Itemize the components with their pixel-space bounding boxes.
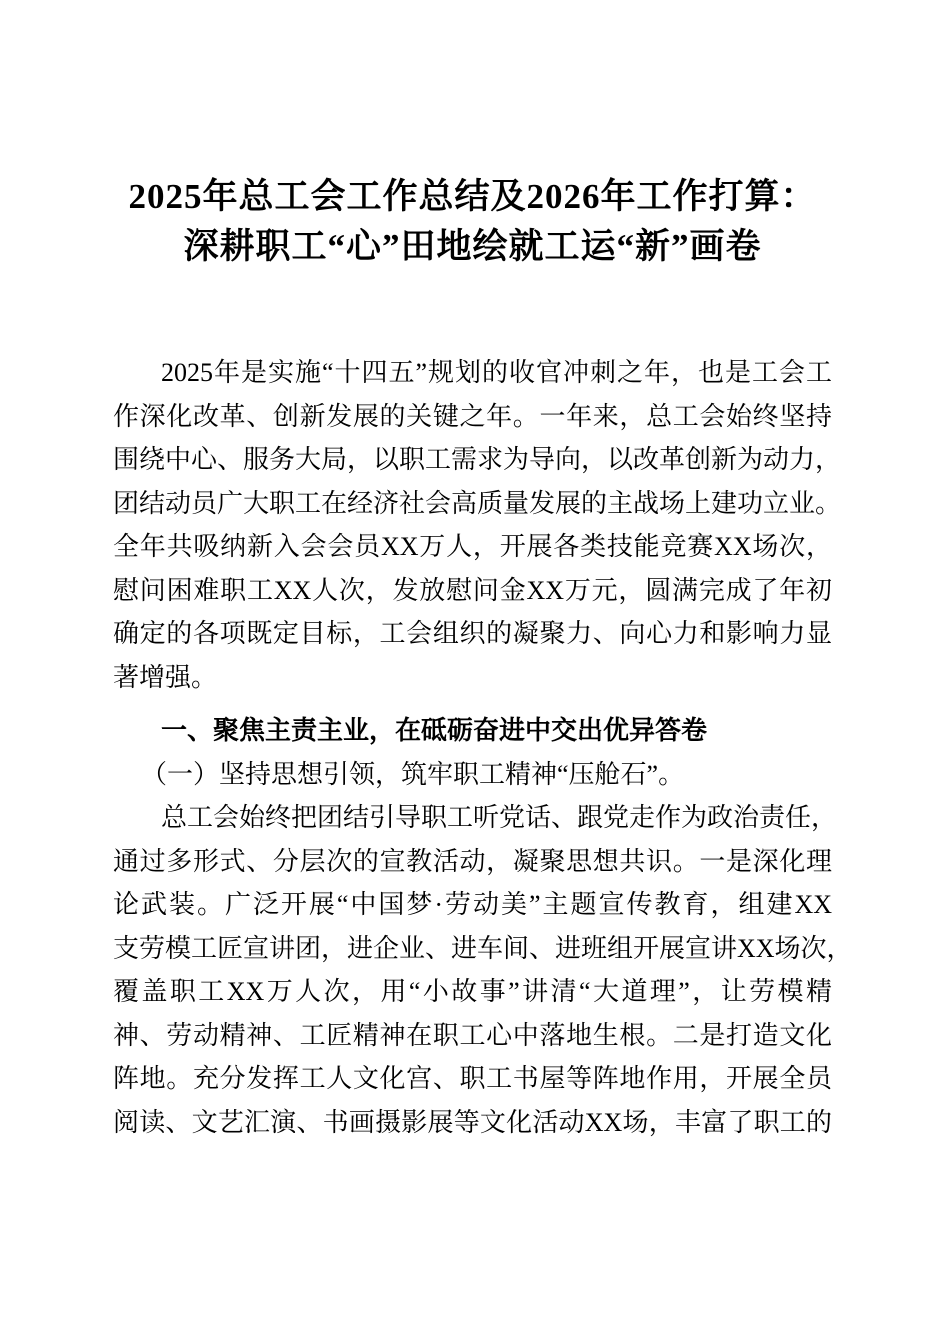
- text-line: 确定的各项既定目标，工会组织的凝聚力、向心力和影响力显: [113, 619, 832, 648]
- text-line: 支劳模工匠宣讲团，进企业、进车间、进班组开展宣讲XX场次，: [113, 933, 853, 963]
- document-title-line-1: 2025年总工会工作总结及2026年工作打算：: [128, 177, 817, 216]
- document-title-line-2: 深耕职工“心”田地绘就工运“新”画卷: [183, 227, 762, 266]
- text-line: 神、劳动精神、工匠精神在职工心中落地生根。二是打造文化: [113, 1020, 832, 1050]
- text-line: 覆盖职工XX万人次，用“小故事”讲清“大道理”，让劳模精: [113, 977, 832, 1006]
- document-title: [113, 172, 832, 272]
- text-line: 2025年是实施“十四五”规划的收官冲刺之年，也是工会工: [161, 358, 832, 387]
- text-line: 总工会始终把团结引导职工听党话、跟党走作为政治责任，: [161, 803, 838, 832]
- text-line: 围绕中心、服务大局，以职工需求为导向，以改革创新为动力，: [113, 445, 842, 474]
- text-line: 著增强。: [113, 662, 218, 692]
- text-line: 论武装。广泛开展“中国梦·劳动美”主题宣传教育，组建XX: [113, 890, 832, 919]
- text-line: 团结动员广大职工在经济社会高质量发展的主战场上建功立业。: [113, 488, 842, 518]
- intro-paragraph: [113, 351, 842, 699]
- text-line: 作深化改革、创新发展的关键之年。一年来，总工会始终坚持: [113, 401, 832, 431]
- text-line: 阵地。充分发挥工人文化宫、职工书屋等阵地作用，开展全员: [113, 1064, 832, 1093]
- text-line: 慰问困难职工XX人次，发放慰问金XX万元，圆满完成了年初: [113, 575, 832, 605]
- text-line: 阅读、文艺汇演、书画摄影展等文化活动XX场，丰富了职工的: [113, 1107, 832, 1137]
- section-1-sub-1-paragraph: [113, 796, 853, 1144]
- document-body: [113, 351, 853, 1144]
- section-1-sub-1-heading: （一）坚持思想引领，筑牢职工精神“压舱石”。: [141, 759, 685, 789]
- text-line: 全年共吸纳新入会会员XX万人，开展各类技能竞赛XX场次，: [113, 532, 832, 561]
- text-line: 通过多形式、分层次的宣教活动，凝聚思想共识。一是深化理: [113, 846, 832, 876]
- section-1-heading: 一、聚焦主责主业，在砥砺奋进中交出优异答卷: [161, 715, 708, 745]
